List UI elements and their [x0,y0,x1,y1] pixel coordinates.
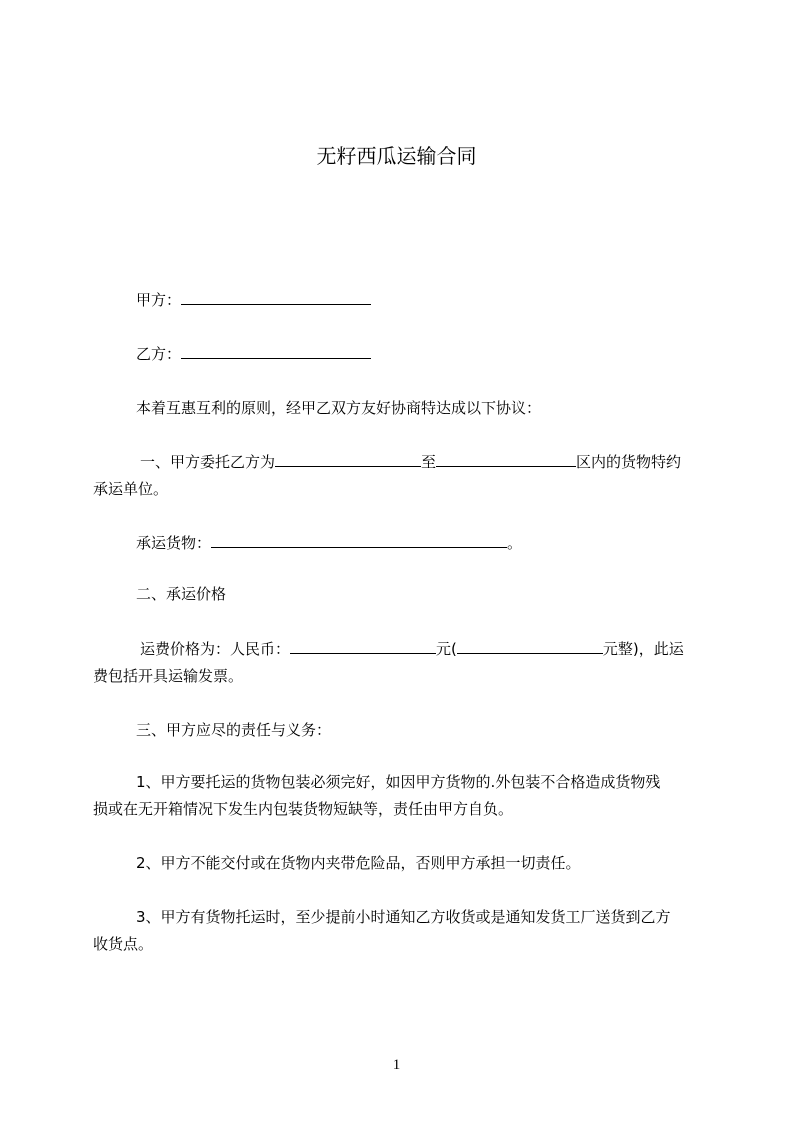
price-uppercase-blank[interactable] [457,635,603,654]
goods-end: 。 [507,534,523,552]
contract-title: 无籽西瓜运输合同 [316,144,477,168]
preamble: 本着互惠互利的原则，经甲乙双方友好协商特达成以下协议： [136,399,542,417]
goods-line [136,528,522,558]
clause-1-part-2: 至 [421,453,437,471]
goods-label: 承运货物： [136,534,212,552]
clause-1-from-blank[interactable] [275,448,421,467]
party-b-line [136,339,371,369]
section-3-heading: 三、甲方应尽的责任与义务： [136,721,332,739]
clause-1-line-2: 承运单位。 [93,480,169,498]
price-line-2: 费包括开具运输发票。 [93,667,244,685]
clause-1-part-1: 一、甲方委托乙方为 [140,453,276,471]
item-2-line-1: 2、甲方不能交付或在货物内夹带危险品，否则甲方承担一切责任。 [136,854,581,872]
goods-blank[interactable] [211,529,507,548]
item-3-line-2: 收货点。 [93,935,154,953]
section-2-heading: 二、承运价格 [136,585,227,603]
party-a-blank[interactable] [181,286,371,305]
price-part-1: 运费价格为：人民币： [140,640,291,658]
price-amount-blank[interactable] [290,635,436,654]
party-a-label: 甲方： [136,291,182,309]
price-part-3: 元整)，此运 [602,640,684,658]
clause-1-line-1 [140,447,681,477]
party-b-blank[interactable] [181,340,371,359]
page-number: 1 [392,1057,401,1073]
party-b-label: 乙方： [136,345,182,363]
item-3-line-1: 3、甲方有货物托运时，至少提前小时通知乙方收货或是通知发货工厂送货到乙方 [136,908,671,926]
clause-1-part-3: 区内的货物特约 [576,453,682,471]
item-1-line-1: 1、甲方要托运的货物包装必须完好，如因甲方货物的.外包装不合格造成货物残 [136,773,661,791]
clause-1-to-blank[interactable] [436,448,576,467]
price-line-1 [140,634,684,664]
party-a-line [136,285,371,315]
price-part-2: 元( [436,640,457,658]
item-1-line-2: 损或在无开箱情况下发生内包装货物短缺等，责任由甲方自负。 [93,800,514,818]
